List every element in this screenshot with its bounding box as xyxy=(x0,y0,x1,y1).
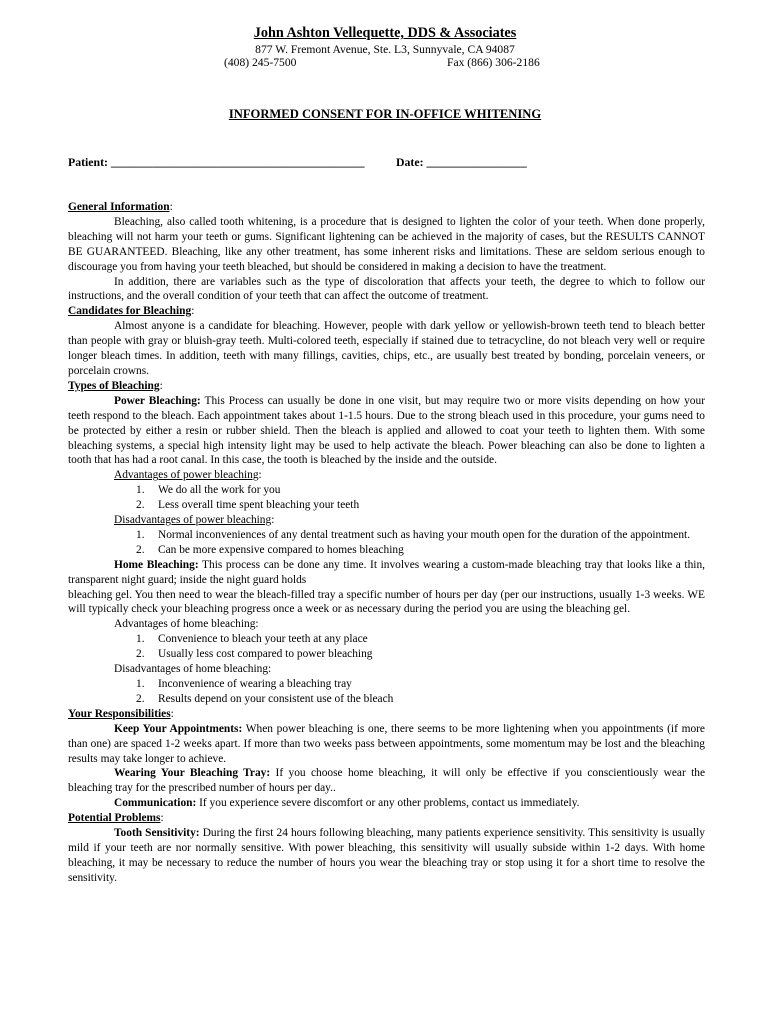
general-paragraph-2: In addition, there are variables such as the type of discoloration that affects your teeth, the degree to which to follow our instructions, and the overall condition of your teeth that can affect the outcome of treatment. xyxy=(68,275,705,303)
home-disadvantages-heading: Disadvantages of home bleaching: xyxy=(114,663,272,676)
candidates-paragraph: Almost anyone is a candidate for bleaching. However, people with dark yellow or yellowish-brown teeth tend to bleach better than people with gray or bluish-gray teeth. Multi-colored teeth, especially if stained due to tetracycline, do not bleach very well or require longer bleach times. In addition, teeth with many fillings, cavities, chips, etc., are usually best treated by bonding, porcelain veneers, or porcelain crowns. xyxy=(68,320,705,377)
list-item: 1. We do all the work for you xyxy=(136,484,281,497)
home-bleaching-paragraph: Home Bleaching: This process can be done any time. It involves wearing a custom-made bleaching tray that looks like a thin, transparent night guard; inside the night guard holds xyxy=(68,558,705,586)
list-item: 1. Normal inconveniences of any dental treatment such as having your mouth open for the duration of the appointment. xyxy=(136,528,691,541)
practice-address: 877 W. Fremont Avenue, Ste. L3, Sunnyvale, CA 94087 xyxy=(255,43,515,56)
section-heading-responsibilities: Your Responsibilities: xyxy=(68,707,174,720)
date-field[interactable]: Date: _________________ xyxy=(396,155,527,169)
practice-name: John Ashton Vellequette, DDS & Associates xyxy=(253,25,517,41)
practice-fax: Fax (866) 306-2186 xyxy=(447,56,540,69)
appointments-paragraph: Keep Your Appointments: When power bleaching is one, there seems to be more lightening when you appointments (if more than one) are spaced 1-2 weeks apart. If more than two weeks pass between appointments, some momentum may be lost and the bleaching results may take longer to achieve. xyxy=(68,722,705,765)
list-item: 2. Can be more expensive compared to homes bleaching xyxy=(136,543,404,556)
document-title: INFORMED CONSENT FOR IN-OFFICE WHITENING xyxy=(228,107,542,121)
patient-field[interactable]: Patient: ___________________________________________ xyxy=(68,155,365,169)
home-advantages-heading: Advantages of home bleaching: xyxy=(114,618,259,631)
tray-paragraph: Wearing Your Bleaching Tray: If you choose home bleaching, it will only be effective if you conscientiously wear the bleaching tray for the prescribed number of hours per day.. xyxy=(68,767,706,795)
power-bleaching-paragraph: Power Bleaching: This Process can usually be done in one visit, but may require two or more visits depending on how your teeth respond to the bleach. Each appointment takes about 1-1.5 hours. Due to the strong bleach used in this procedure, your gums need to be protected by either a resin or rubber shield. Then the bleach is applied and allowed to coat your teeth to lighten them. With some bleaching systems, a special high intensity light may be used to help activate the bleach. Power bleaching can also be done to lighten a tooth that has had a root canal. In this case, the tooth is bleached by the inside and the outside. xyxy=(68,394,705,467)
list-item: 2. Less overall time spent bleaching your teeth xyxy=(136,499,360,512)
list-item: 1. Convenience to bleach your teeth at any place xyxy=(136,633,368,646)
power-advantages-heading: Advantages of power bleaching: xyxy=(114,469,262,482)
list-item: 2. Usually less cost compared to power bleaching xyxy=(136,648,373,661)
section-heading-types: Types of Bleaching: xyxy=(68,379,163,392)
sensitivity-paragraph: Tooth Sensitivity: During the first 24 hours following bleaching, many patients experience sensitivity. This sensitivity is usually mild if your teeth are nor normally sensitive. With power bleaching, this sensitivity will usually subside within 1-2 days. With home bleaching, it may be necessary to reduce the number of hours you wear the bleaching tray or stop using it for a short time to resolve the sensitivity. xyxy=(68,827,705,884)
list-item: 1. Inconvenience of wearing a bleaching tray xyxy=(136,678,352,690)
home-bleaching-paragraph-cont: bleaching gel. You then need to wear the bleach-filled tray a specific number of hours per day (per our instructions, usually 1-3 weeks. WE will typically check your bleaching progress once a week or as necessary during the period you are using the bleaching gel. xyxy=(68,588,705,616)
section-heading-general: General Information: xyxy=(68,201,173,213)
list-item: 2. Results depend on your consistent use of the bleach xyxy=(136,692,394,705)
communication-paragraph: Communication: If you experience severe discomfort or any other problems, contact us immediately. xyxy=(114,797,580,810)
general-paragraph-1: Bleaching, also called tooth whitening, is a procedure that is designed to lighten the color of your teeth. When done properly, bleaching will not harm your teeth or gums. Significant lightening can be achieved in the majority of cases, but the RESULTS CANNOT BE GUARANTEED. Bleaching, like any other treatment, has some inherent risks and limitations. These are seldom serious enough to discourage you from having your teeth bleached, but should be considered in making a decision to have the treatment. xyxy=(68,215,705,273)
document-body xyxy=(68,200,705,886)
section-heading-problems: Potential Problems: xyxy=(68,812,164,825)
section-heading-candidates: Candidates for Bleaching: xyxy=(68,305,195,318)
power-disadvantages-heading: Disadvantages of power bleaching: xyxy=(114,514,275,527)
practice-phone: (408) 245-7500 xyxy=(224,56,297,69)
